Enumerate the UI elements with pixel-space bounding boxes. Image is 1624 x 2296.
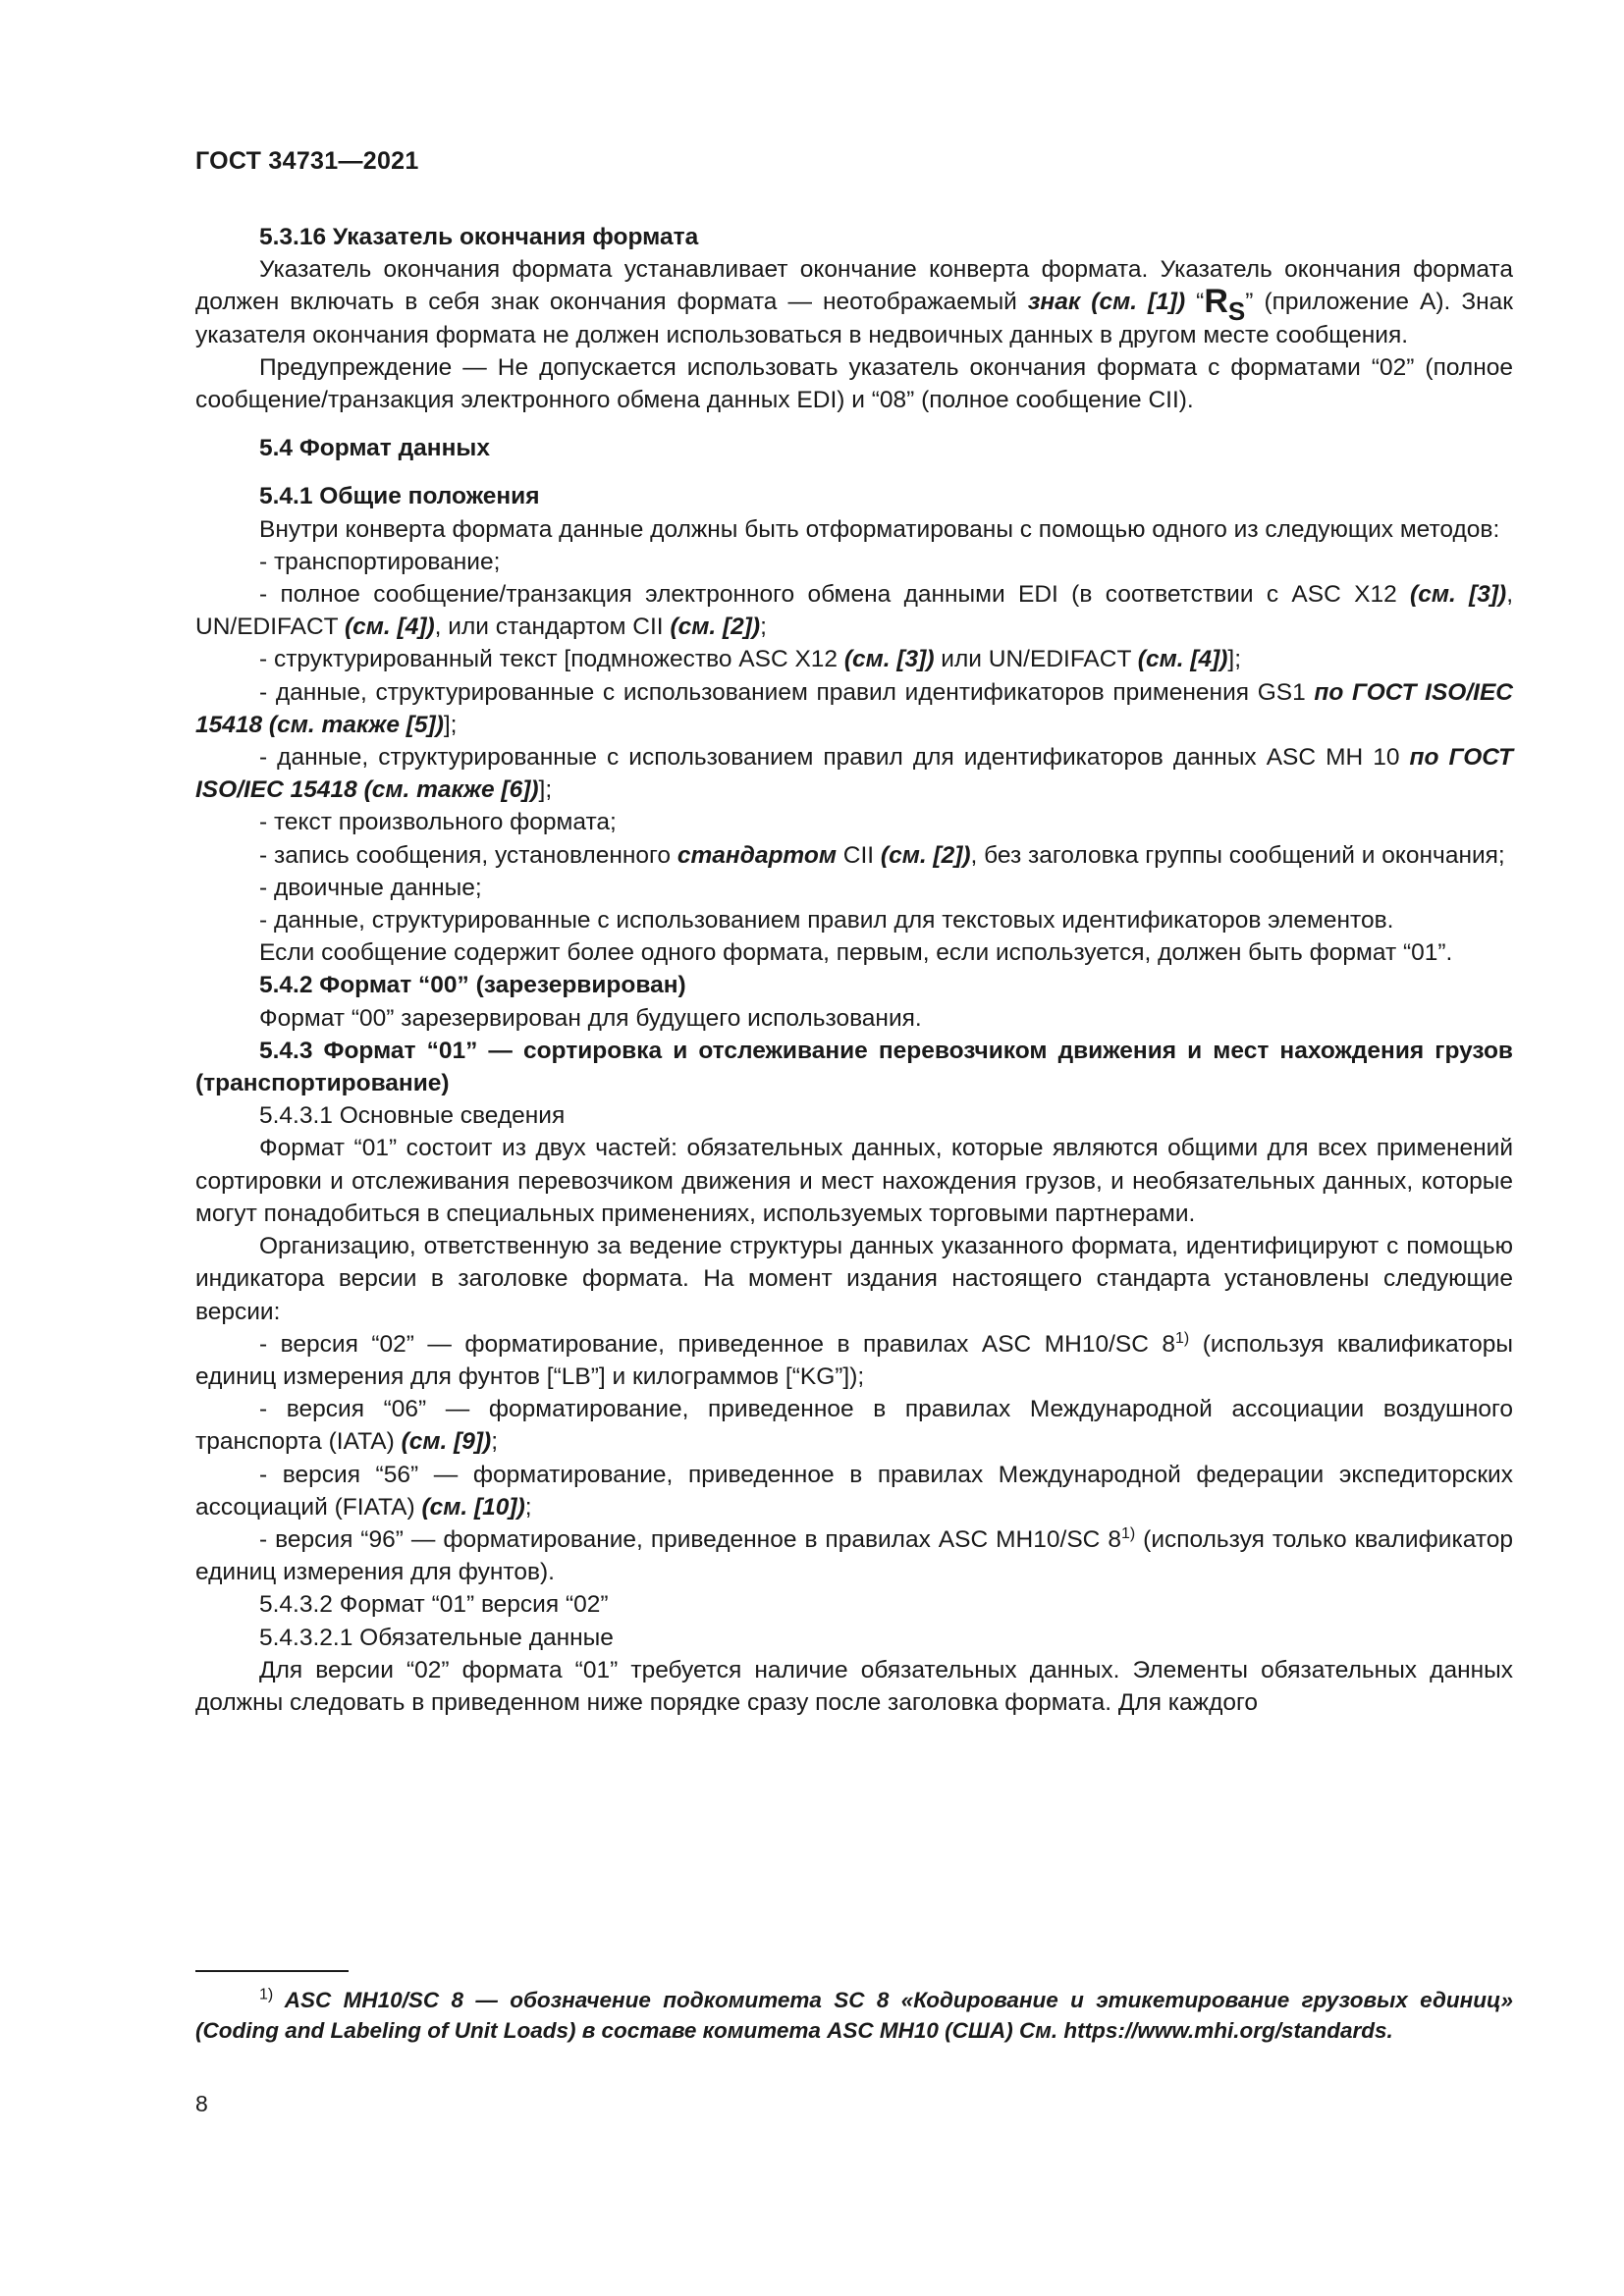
list-item: - двоичные данные; (259, 874, 482, 901)
footnote-ref: 1) (1120, 1524, 1136, 1542)
list-item: - транспортирование; (259, 548, 501, 575)
list-item: - данные, структурированные с использованием правил идентификаторов применения GS1 по ГОСТ ISO/IEC 15418 (см. также [5])]; (195, 678, 1513, 738)
footnote-divider (195, 1970, 349, 1972)
record-separator-symbol: $R_S$ (1204, 283, 1246, 327)
section-5-4-2-text: Формат “00” зарезервирован для будущего использования. (259, 1004, 922, 1032)
version-item: - версия “96” — форматирование, приведенное в правилах ASC MH10/SC 8$^{1)}$ (используя только квалификатор единиц измерения для фунтов). (195, 1524, 1513, 1586)
list-item: - данные, структурированные с использованием правил для текстовых идентификаторов элементов. (259, 907, 1394, 934)
section-5-4-heading: 5.4 Формат данных (259, 435, 490, 462)
section-5-4-2-heading: 5.4.2 Формат “00” (зарезервирован) (259, 972, 686, 999)
section-5-3-16-warning: Предупреждение — Не допускается использовать указатель окончания формата с форматами “02” (полное сообщение/транзакция электронного обмена данных EDI) и “08” (полное сообщение CII). (195, 353, 1513, 414)
section-5-4-3-2-1-heading: 5.4.3.2.1 Обязательные данные (259, 1624, 614, 1651)
version-item: - версия “56” — форматирование, приведенное в правилах Международной федерации экспедиторских ассоциаций (FIATA) (см. [10]); (195, 1461, 1513, 1521)
version-item: - версия “02” — форматирование, приведенное в правилах ASC MH10/SC 8$^{1)}$ (используя квалификаторы единиц измерения для фунтов [“LB”] и килограммов [“KG”]); (195, 1329, 1513, 1390)
list-item: - структурированный текст [подмножество ASC X12 (см. [3]) или UN/EDIFACT (см. [4])]; (259, 646, 1242, 673)
section-5-4-3-2-1-paragraph: Для версии “02” формата “01” требуется наличие обязательных данных. Элементы обязательных данных должны следовать в приведенном ниже порядке сразу после заголовка формата. Для каждого (195, 1656, 1513, 1716)
section-5-4-3-1-paragraph-1: Формат “01” состоит из двух частей: обязательных данных, которые являются общими для всех применений сортировки и отслеживания перевозчиком движения и мест нахождения грузов, и необязательных данных, которые могут понадобиться в специальных применениях, используемых торговыми партнерами. (195, 1135, 1513, 1227)
list-item: - запись сообщения, установленного стандартом CII (см. [2]), без заголовка группы сообщений и окончания; (259, 841, 1505, 869)
section-5-4-1-heading: 5.4.1 Общие положения (259, 483, 540, 510)
list-item: - текст произвольного формата; (259, 809, 617, 836)
footnote-ref: 1) (1175, 1329, 1190, 1347)
section-5-4-3-1-paragraph-2: Организацию, ответственную за ведение структуры данных указанного формата, идентифицируют с помощью индикатора версии в заголовке формата. На момент издания настоящего стандарта установлены следующие версии: (195, 1233, 1513, 1325)
section-5-3-16-paragraph-1: Указатель окончания формата устанавливает окончание конверта формата. Указатель окончания формата должен включать в себя знак окончания формата — неотображаемый знак (см. [1]) “$R_S$” (приложение А). Знак указателя окончания формата не должен использоваться в недвоичных данных в другом месте сообщения. (195, 256, 1514, 348)
section-5-4-3-heading: 5.4.3 Формат “01” — сортировка и отслеживание перевозчиком движения и мест нахождения грузов (транспортирование) (195, 1037, 1513, 1097)
section-5-4-1-intro: Внутри конверта формата данные должны быть отформатированы с помощью одного из следующих методов: (259, 515, 1500, 543)
main-text (195, 221, 1513, 1719)
section-5-4-3-2-heading: 5.4.3.2 Формат “01” версия “02” (259, 1591, 609, 1619)
page-number: 8 (195, 2091, 208, 2116)
list-item: - полное сообщение/транзакция электронного обмена данными EDI (в соответствии с ASC X12 (см. [3]), UN/EDIFACT (см. [4]), или стандартом CII (см. [2]); (195, 581, 1514, 641)
section-5-4-3-1-heading: 5.4.3.1 Основные сведения (259, 1102, 566, 1130)
list-item: - данные, структурированные с использованием правил для идентификаторов данных ASC MH 10 по ГОСТ ISO/IEC 15418 (см. также [6])]; (195, 744, 1513, 804)
footnote-mark: 1) (259, 1986, 274, 2003)
version-item: - версия “06” — форматирование, приведенное в правилах Международной ассоциации воздушного транспорта (IATA) (см. [9]); (195, 1396, 1513, 1456)
section-5-3-16-heading: 5.3.16 Указатель окончания формата (259, 224, 699, 250)
footnote: $^{1)}$ ASC MH10/SC 8 — обозначение подкомитета SC 8 «Кодирование и этикетирование грузовых единиц» (Coding and Labeling of Unit Loads) в составе комитета ASC MH10 (США) См. https://www.mhi.org/standards. (195, 1986, 1513, 2043)
section-5-4-1-outro: Если сообщение содержит более одного формата, первым, если используется, должен быть формат “01”. (259, 939, 1453, 967)
document-code: ГОСТ 34731—2021 (195, 147, 419, 175)
